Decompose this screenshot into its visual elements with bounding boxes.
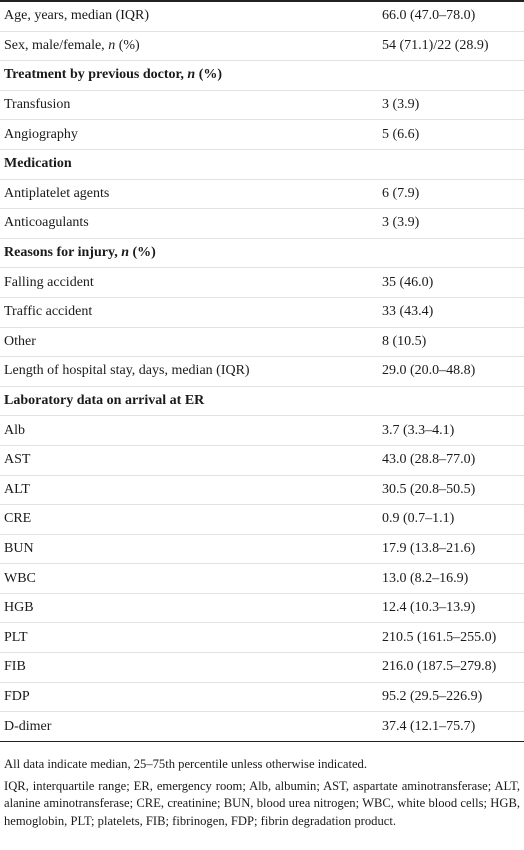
table-row [0, 90, 524, 120]
row-label: Alb [4, 422, 25, 438]
row-label: D-dimer [4, 718, 52, 734]
label-text: Reasons for injury, [4, 245, 122, 261]
row-value: 66.0 (47.0–78.0) [382, 8, 476, 24]
row-value: 43.0 (28.8–77.0) [382, 452, 476, 468]
table-row [0, 564, 524, 594]
label-text: (%) [195, 67, 223, 83]
row-label: Age, years, median (IQR) [4, 8, 150, 24]
row-value: 17.9 (13.8–21.6) [382, 540, 476, 556]
row-value [380, 238, 524, 268]
table-row [0, 268, 524, 298]
table-row [0, 445, 524, 475]
row-label: PLT [4, 629, 28, 645]
section-header-row [0, 149, 524, 179]
table-body [0, 2, 524, 741]
row-label: Falling accident [4, 274, 94, 290]
row-value: 210.5 (161.5–255.0) [382, 629, 497, 645]
footnote-abbreviations: IQR, interquartile range; ER, emergency room; Alb, albumin; AST, aspartate aminotransferase; ALT, alanine aminotransferase; CRE, creatinine; BUN, blood urea nitrogen; WBC, white blood cells; HGB, hemoglobin, PLT; platelets, FIB; fibrinogen, FDP; fibrin degradation product. [4, 779, 520, 828]
row-value [380, 149, 524, 179]
table-footnote [4, 756, 520, 830]
label-text: Treatment by previous doctor, [4, 67, 188, 83]
table-row [0, 593, 524, 623]
row-value: 0.9 (0.7–1.1) [382, 511, 455, 527]
italic-n: n [121, 245, 129, 261]
label-text: (%) [115, 37, 140, 53]
row-value: 3 (3.9) [382, 215, 420, 231]
row-label: BUN [4, 540, 34, 556]
row-label: AST [4, 452, 31, 468]
row-value: 3.7 (3.3–4.1) [382, 422, 455, 438]
label-text: Sex, male/female, [4, 37, 109, 53]
table-row [0, 653, 524, 683]
row-value: 216.0 (187.5–279.8) [382, 659, 497, 675]
footnote-line-1: All data indicate median, 25–75th percentile unless otherwise indicated. [4, 756, 368, 771]
row-value: 6 (7.9) [382, 185, 420, 201]
row-value: 54 (71.1)/22 (28.9) [382, 37, 489, 53]
row-value: 12.4 (10.3–13.9) [382, 600, 476, 616]
row-label: Anticoagulants [4, 215, 89, 231]
table-row [0, 327, 524, 357]
table-row [0, 297, 524, 327]
row-label: Angiography [4, 126, 78, 142]
row-label: FIB [4, 659, 26, 675]
table-row [0, 712, 524, 742]
section-label [0, 61, 380, 91]
row-value: 33 (43.4) [382, 304, 434, 320]
row-label: CRE [4, 511, 32, 527]
row-label: WBC [4, 570, 36, 586]
table-row [0, 416, 524, 446]
row-value: 29.0 (20.0–48.8) [382, 363, 476, 379]
row-label: Transfusion [4, 97, 71, 113]
section-label: Medication [4, 156, 72, 172]
row-value [380, 61, 524, 91]
row-value: 95.2 (29.5–226.9) [382, 688, 483, 704]
row-value: 35 (46.0) [382, 274, 434, 290]
row-value: 30.5 (20.8–50.5) [382, 481, 476, 497]
patient-characteristics-table [0, 2, 524, 742]
row-value: 3 (3.9) [382, 97, 420, 113]
table-row [0, 475, 524, 505]
section-label [0, 238, 380, 268]
table-row [0, 357, 524, 387]
section-header-row [0, 61, 524, 91]
section-header-row [0, 238, 524, 268]
row-label: Length of hospital stay, days, median (IQR) [4, 363, 250, 379]
table-row [0, 682, 524, 712]
row-value [380, 386, 524, 416]
row-value: 8 (10.5) [382, 333, 427, 349]
italic-n: n [108, 37, 116, 53]
table-row [0, 179, 524, 209]
row-value: 13.0 (8.2–16.9) [382, 570, 469, 586]
row-value: 5 (6.6) [382, 126, 420, 142]
table-row [0, 120, 524, 150]
row-label: Other [4, 333, 36, 349]
row-label [0, 31, 380, 61]
table-row [0, 31, 524, 61]
table-row [0, 209, 524, 239]
table-row [0, 623, 524, 653]
section-label: Laboratory data on arrival at ER [4, 393, 205, 409]
italic-n: n [187, 67, 196, 83]
label-text: (%) [129, 245, 156, 261]
table-row [0, 2, 524, 31]
row-label: Antiplatelet agents [4, 185, 110, 201]
section-header-row [0, 386, 524, 416]
row-label: Traffic accident [4, 304, 93, 320]
row-label: FDP [4, 688, 30, 704]
row-value: 37.4 (12.1–75.7) [382, 718, 476, 734]
row-label: ALT [4, 481, 30, 497]
table-row [0, 505, 524, 535]
table-row [0, 534, 524, 564]
row-label: HGB [4, 600, 34, 616]
